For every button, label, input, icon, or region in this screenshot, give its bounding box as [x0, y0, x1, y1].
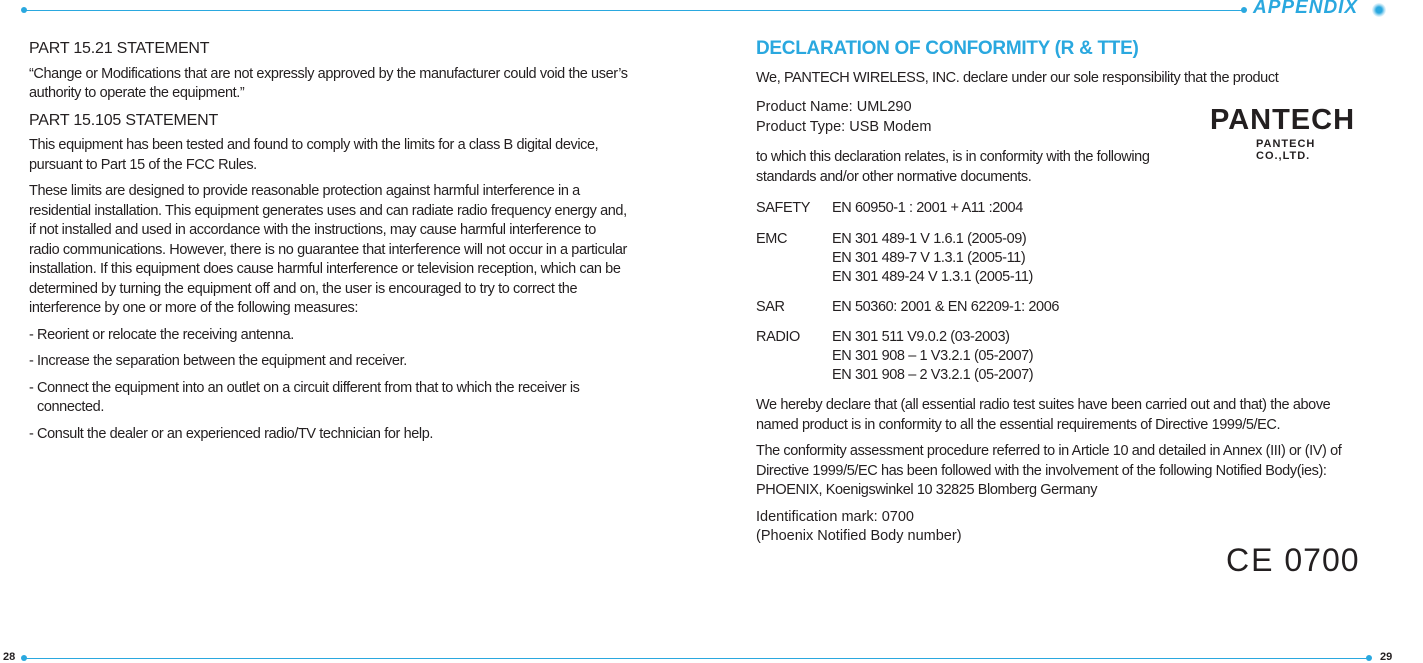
- standard-value: EN 301 489-1 V 1.6.1 (2005-09): [832, 230, 1027, 247]
- standard-category: SAR: [756, 298, 785, 315]
- measure-item: - Consult the dealer or an experienced radio/TV technician for help.: [29, 425, 434, 442]
- footer-right-dot: [1366, 655, 1372, 661]
- limits-paragraph: These limits are designed to provide reasonable protection against harmful interference in a residential installation. This equipment generates uses and can radiate radio frequency energy and, if not installed and used in accordance with the instructions, may cause harmful interference to radio communications. However, there is no guarantee that interference will not occur in a particular installation. If this equipment does cause harmful interference or television reception, which can be determined by turning the equipment off and on, the user is encouraged to try to correct the interference by one or more of the following measures:: [29, 183, 627, 316]
- part-15-21-heading: PART 15.21 STATEMENT: [29, 40, 210, 57]
- header-glow-dot: [1372, 3, 1386, 17]
- standard-row: [756, 199, 1386, 219]
- section-label: APPENDIX: [1253, 0, 1359, 18]
- part-15-21-text: “Change or Modifications that are not expressly approved by the manufacturer could void the user’s authority to operate the equipment.”: [29, 65, 628, 101]
- page-number-right: 29: [1380, 651, 1393, 663]
- measure-item: - Increase the separation between the equipment and receiver.: [29, 353, 407, 369]
- ce-symbol: CE: [1226, 542, 1275, 578]
- left-page-content: [29, 39, 629, 451]
- header-rule: [26, 10, 1244, 11]
- product-name: Product Name: UML290: [756, 99, 912, 115]
- ce-number: 0700: [1284, 542, 1360, 578]
- standards-list: [756, 199, 1386, 385]
- standard-row: [756, 298, 1386, 318]
- part-15-105-text: This equipment has been tested and found to comply with the limits for a class B digital device, pursuant to Part 15 of the FCC Rules.: [29, 137, 599, 173]
- declaration-title: DECLARATION OF CONFORMITY (R & TTE): [756, 38, 1139, 59]
- standard-category: SAFETY: [756, 200, 810, 216]
- standard-category: RADIO: [756, 329, 800, 345]
- declare-paragraph: We hereby declare that (all essential radio test suites have been carried out and that) the above named product is in conformity to all the essential requirements of Directive 1999/5/EC.: [756, 397, 1331, 433]
- standard-value: EN 301 908 – 1 V3.2.1 (05-2007): [832, 348, 1034, 364]
- header-right-dot: [1241, 7, 1247, 13]
- footer-rule: [26, 658, 1369, 659]
- standard-value: EN 301 908 – 2 V3.2.1 (05-2007): [832, 367, 1034, 383]
- logo-subtitle: PANTECH CO.,LTD.: [1256, 138, 1316, 162]
- measure-item: - Connect the equipment into an outlet on a circuit different from that to which the receiver is connected.: [29, 379, 580, 415]
- phoenix-address: PHOENIX, Koenigswinkel 10 32825 Blomberg Germany: [756, 482, 1098, 498]
- standard-value: EN 301 511 V9.0.2 (03-2003): [832, 329, 1010, 345]
- standard-row: [756, 230, 1386, 287]
- declaration-intro: We, PANTECH WIRELESS, INC. declare under our sole responsibility that the product: [756, 69, 1279, 86]
- page-number-left: 28: [3, 651, 16, 663]
- ce-mark: [1226, 542, 1360, 579]
- pantech-logo: [1210, 104, 1370, 162]
- standard-row: [756, 328, 1386, 385]
- part-15-105-heading: PART 15.105 STATEMENT: [29, 111, 219, 129]
- assessment-paragraph: [756, 442, 1366, 481]
- assessment-text: The conformity assessment procedure referred to in Article 10 and detailed in Annex (III) or (IV) of Directive 1999/5/EC has been followed with the involvement of the following Notified Body(ies):: [756, 443, 1342, 479]
- logo-wordmark: PANTECH: [1210, 104, 1356, 136]
- standard-value: EN 50360: 2001 & EN 62209-1: 2006: [832, 298, 1060, 315]
- relates-text: to which this declaration relates, is in conformity with the following standards and/or other normative documents.: [756, 149, 1150, 185]
- standard-value: EN 60950-1 : 2001 + A11 :2004: [832, 200, 1023, 216]
- standard-value: EN 301 489-7 V 1.3.1 (2005-11): [832, 249, 1026, 266]
- standard-value: EN 301 489-24 V 1.3.1 (2005-11): [832, 268, 1033, 285]
- standard-category: EMC: [756, 230, 788, 247]
- identification-mark: Identification mark: 0700: [756, 508, 914, 525]
- product-type: Product Type: USB Modem: [756, 118, 932, 135]
- measure-item: - Reorient or relocate the receiving antenna.: [29, 326, 294, 343]
- identification-note: (Phoenix Notified Body number): [756, 528, 962, 544]
